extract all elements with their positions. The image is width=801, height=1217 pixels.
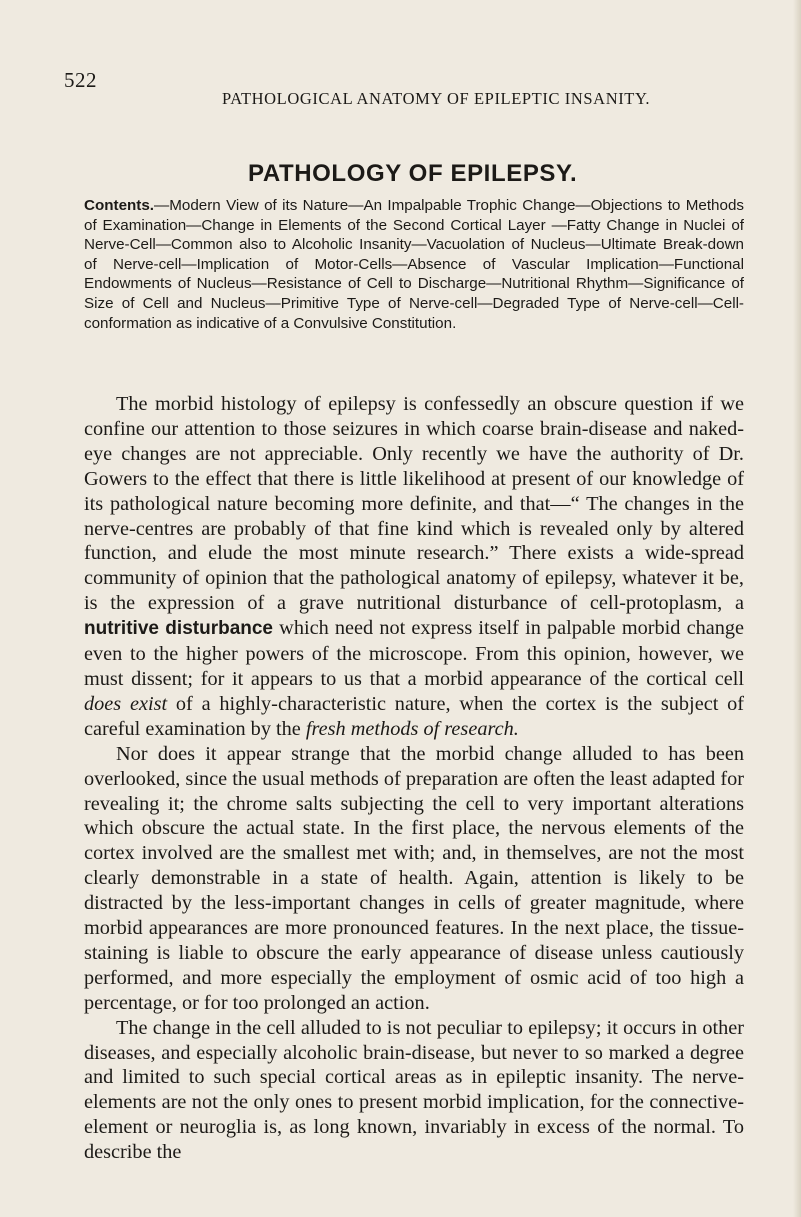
body-text [84,392,744,1165]
paragraph-1 [84,392,744,742]
paragraph-3: The change in the cell alluded to is not peculiar to epilepsy; it occurs in other diseases, and especially alcoholic brain-disease, but never to so marked a degree and limited to such special cortical areas as in epileptic insanity. The nerve-elements are not the only ones to present morbid implication, for the connective-element or neuroglia is, as long known, invariably in excess of the normal. To describe the [84,1016,744,1164]
section-title: PATHOLOGY OF EPILEPSY. [248,160,578,187]
paragraph-1-part-a: The morbid histology of epilepsy is confessedly an obscure question if we confine our attention to those seizures in which coarse brain-disease and naked-eye changes are not appreciable. Only recently we have the authority of Dr. Gowers to the effect that there is little likelihood at present of our knowledge of its pathological nature becoming more definite, and that—“ The changes in the nerve-centres are probably of that fine kind which is revealed only by altered function, and elude the most minute research.” There exists a wide-spread community of opinion that the pathological anatomy of epilepsy, whatever it be, is the expression of a grave nutritional disturbance of cell-protoplasm, a [84,393,744,615]
paragraph-1-emphasis: nutritive disturbance [84,618,274,640]
paragraph-1-italic-does-exist: does exist [84,692,168,715]
page-number: 522 [64,68,97,92]
contents-text: —Modern View of its Nature—An Impalpable Trophic Change—Objections to Methods of Examination—Change in Elements of the Second Cortical Layer —Fatty Change in Nuclei of Nerve-Cell—Common also to Alcoholic Insanity—Vacuolation of Nucleus—Ultimate Break-down of Nerve-cell—Implication of Motor-Cells—Absence of Vascular Implication—Functional Endowments of Nucleus—Resistance of Cell to Discharge—Nutritional Rhythm—Significance of Size of Cell and Nucleus—Primitive Type of Nerve-cell—Degraded Type of Nerve-cell—Cell-conformation as indicative of a Convulsive Constitution. [84,197,744,332]
paragraph-1-part-c: which need not express itself in palpable morbid change even to the higher powers of the microscope. From this opinion, however, we must dissent; for it appears to us that a morbid appearance of the cortical cell [84,617,744,690]
paragraph-2: Nor does it appear strange that the morbid change alluded to has been overlooked, since the usual methods of preparation are often the least adapted for revealing it; the chrome salts subjecting the cell to very important alterations which obscure the actual state. In the first place, the nervous elements of the cortex involved are the smallest met with; and, in themselves, are not the most clearly demonstrable in a state of health. Again, attention is likely to be distracted by the less-important changes in cells of greater magnitude, where morbid appearances are more pronounced features. In the next place, the tissue-staining is liable to obscure the early appearance of disease unless cautiously performed, and more especially the employment of osmic acid of too high a percentage, or for too prolonged an action. [84,742,744,1014]
contents-summary [84,196,744,333]
paragraph-1-italic-fresh-methods: fresh methods of research. [305,717,519,740]
page-edge-shadow [793,0,801,1217]
contents-label: Contents. [84,197,155,214]
paragraph-1-part-e: of a highly-characteristic nature, when the cortex is the subject of careful examination by the [84,692,744,740]
running-head: PATHOLOGICAL ANATOMY OF EPILEPTIC INSANITY. [222,89,651,108]
